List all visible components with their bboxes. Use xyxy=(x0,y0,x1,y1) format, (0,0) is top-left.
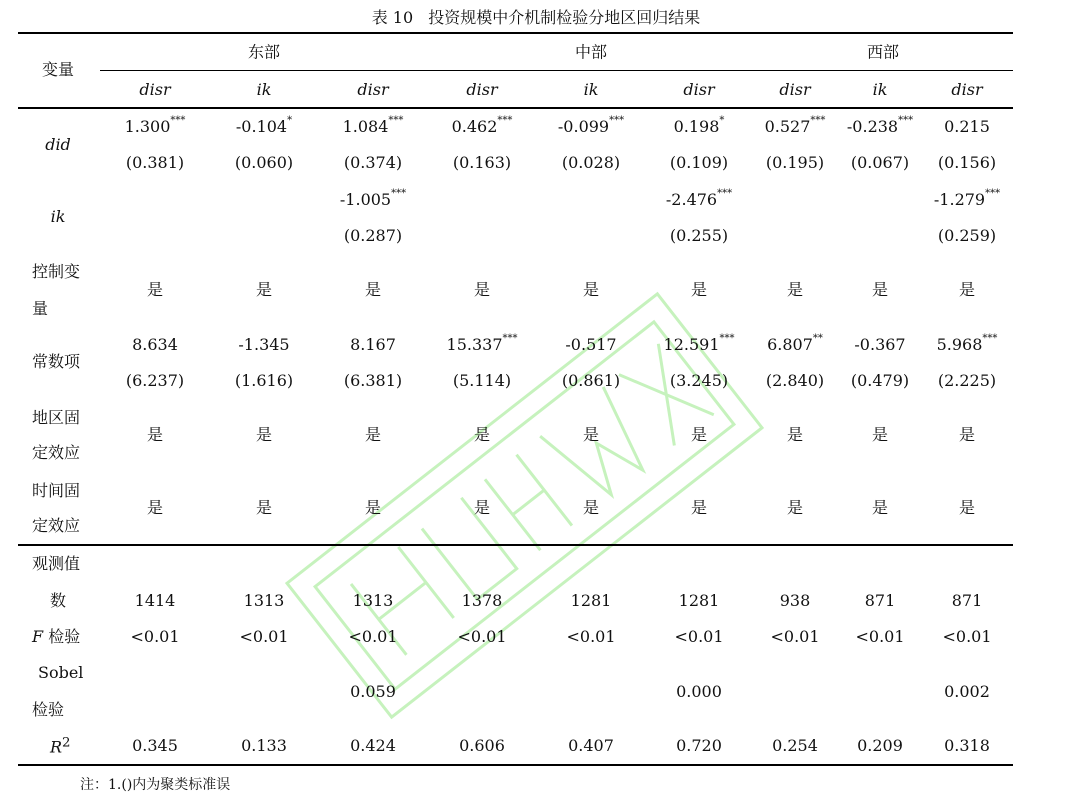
value-time_fe-value: 是 xyxy=(255,498,273,517)
coef-constant xyxy=(854,337,905,353)
coef-constant-stars: *** xyxy=(982,333,998,344)
coef-constant-value: 6.807 xyxy=(767,335,813,354)
value-time_fe xyxy=(872,500,888,516)
column-header xyxy=(466,82,497,98)
table-title: 投资规模中介机制检验分地区回归结果 xyxy=(428,8,701,27)
column-header-value: ik xyxy=(872,80,888,99)
coef-did-value: 0.215 xyxy=(944,117,990,136)
value-time_fe-value: 是 xyxy=(364,498,382,517)
value-region_fe-value: 是 xyxy=(871,425,889,444)
column-header-value: disr xyxy=(951,80,983,99)
se-did-value: (0.163) xyxy=(452,153,512,172)
value-time_fe xyxy=(256,500,272,516)
se-constant-value: (6.381) xyxy=(343,371,403,390)
coef-ik-stars: *** xyxy=(985,188,1001,199)
coef-did-stars: * xyxy=(719,115,725,126)
coef-constant xyxy=(767,333,823,354)
column-header-value: disr xyxy=(139,80,171,99)
value-obs xyxy=(780,593,811,609)
value-obs xyxy=(244,593,285,609)
value-obs-value: 1378 xyxy=(461,591,503,610)
value-time_fe-value: 是 xyxy=(786,498,804,517)
se-ik-value: (0.255) xyxy=(669,226,729,245)
row-label-controls-2: 量 xyxy=(32,299,49,318)
se-constant-value: (1.616) xyxy=(234,371,294,390)
coef-constant xyxy=(565,337,616,353)
value-region_fe xyxy=(147,427,163,443)
se-constant xyxy=(344,373,402,389)
coef-constant-value: 8.634 xyxy=(132,335,178,354)
coef-ik-value: -1.279 xyxy=(933,190,986,209)
value-r2 xyxy=(568,738,614,754)
se-constant xyxy=(562,373,620,389)
value-region_fe-value: 是 xyxy=(786,425,804,444)
column-header xyxy=(873,82,888,98)
value-ftest-value: <0.01 xyxy=(942,627,992,646)
column-header-value: disr xyxy=(779,80,811,99)
se-constant-value: (5.114) xyxy=(452,371,512,390)
value-ftest xyxy=(674,629,723,645)
value-r2 xyxy=(857,738,903,754)
value-region_fe xyxy=(691,427,707,443)
se-did-value: (0.374) xyxy=(343,153,403,172)
coef-did-value: 1.300 xyxy=(124,117,171,136)
value-ftest-value: <0.01 xyxy=(566,627,616,646)
value-r2 xyxy=(772,738,818,754)
value-ftest xyxy=(130,629,179,645)
value-time_fe xyxy=(787,500,803,516)
value-r2-value: 0.209 xyxy=(857,736,903,755)
coef-constant-value: -0.517 xyxy=(565,335,617,354)
coef-did-stars: * xyxy=(287,115,293,126)
value-controls xyxy=(474,282,490,298)
coef-did-value: 0.198 xyxy=(673,117,720,136)
se-constant xyxy=(766,373,824,389)
coef-did xyxy=(124,115,186,136)
coef-ik xyxy=(933,188,1001,209)
coef-constant xyxy=(350,337,396,353)
se-did-value: (0.156) xyxy=(937,153,997,172)
value-controls-value: 是 xyxy=(690,280,708,299)
coef-did xyxy=(846,115,914,136)
coef-did-stars: *** xyxy=(810,115,826,126)
coef-constant xyxy=(663,333,735,354)
ftest-rest: 检验 xyxy=(43,627,81,646)
row-label-obs-1: 观测值 xyxy=(32,554,81,573)
coef-ik-value: -2.476 xyxy=(665,190,718,209)
value-obs xyxy=(952,593,983,609)
value-r2-value: 0.606 xyxy=(459,736,505,755)
coef-did xyxy=(235,115,293,136)
value-ftest-value: <0.01 xyxy=(348,627,398,646)
column-header xyxy=(257,82,272,98)
value-controls-value: 是 xyxy=(582,280,600,299)
value-controls xyxy=(365,282,381,298)
row-label-ik: ik xyxy=(50,207,66,226)
r2-r: R xyxy=(50,737,63,757)
coef-ik-value: -1.005 xyxy=(339,190,392,209)
se-did-value: (0.028) xyxy=(561,153,621,172)
column-header-value: ik xyxy=(583,80,599,99)
value-ftest xyxy=(770,629,819,645)
value-r2 xyxy=(350,738,396,754)
value-sobel xyxy=(944,684,990,700)
value-sobel xyxy=(676,684,722,700)
value-ftest-value: <0.01 xyxy=(457,627,507,646)
coef-ik-stars: *** xyxy=(717,188,733,199)
coef-did-stars: *** xyxy=(170,115,186,126)
coef-constant xyxy=(936,333,998,354)
value-obs xyxy=(462,593,503,609)
coef-did-value: -0.104 xyxy=(235,117,288,136)
value-ftest-value: <0.01 xyxy=(239,627,289,646)
coef-did xyxy=(342,115,404,136)
value-sobel xyxy=(350,684,396,700)
value-obs-value: 938 xyxy=(779,591,811,610)
coef-constant xyxy=(446,333,518,354)
se-constant-value: (3.245) xyxy=(669,371,729,390)
value-obs-value: 871 xyxy=(951,591,983,610)
coef-did-value: -0.099 xyxy=(557,117,610,136)
se-ik-value: (0.287) xyxy=(343,226,403,245)
row-label-constant: 常数项 xyxy=(32,352,81,371)
table-number: 表 10 xyxy=(371,8,414,27)
se-did-value: (0.109) xyxy=(669,153,729,172)
column-header xyxy=(357,82,388,98)
value-obs-value: 1281 xyxy=(678,591,720,610)
row-label-sobel-1: Sobel xyxy=(38,663,84,682)
value-r2-value: 0.720 xyxy=(676,736,722,755)
coef-constant-value: -1.345 xyxy=(238,335,290,354)
value-ftest-value: <0.01 xyxy=(855,627,905,646)
value-controls-value: 是 xyxy=(473,280,491,299)
value-controls xyxy=(256,282,272,298)
coef-constant-stars: *** xyxy=(719,333,735,344)
row-label-ftest xyxy=(32,629,80,645)
coef-did-value: -0.238 xyxy=(846,117,899,136)
value-ftest-value: <0.01 xyxy=(770,627,820,646)
value-time_fe xyxy=(959,500,975,516)
value-region_fe-value: 是 xyxy=(146,425,164,444)
value-region_fe xyxy=(583,427,599,443)
coef-did xyxy=(557,115,625,136)
se-constant xyxy=(851,373,909,389)
value-time_fe-value: 是 xyxy=(690,498,708,517)
se-did xyxy=(235,155,293,171)
value-region_fe xyxy=(959,427,975,443)
value-time_fe xyxy=(365,500,381,516)
row-label-r2 xyxy=(50,736,71,755)
value-region_fe-value: 是 xyxy=(690,425,708,444)
value-region_fe-value: 是 xyxy=(958,425,976,444)
coef-constant-value: 12.591 xyxy=(663,335,720,354)
column-header xyxy=(779,82,810,98)
coef-ik xyxy=(339,188,407,209)
value-obs xyxy=(353,593,394,609)
coef-ik xyxy=(665,188,733,209)
se-did xyxy=(562,155,620,171)
column-header xyxy=(584,82,599,98)
value-time_fe-value: 是 xyxy=(958,498,976,517)
se-did xyxy=(766,155,824,171)
variable-header: 变量 xyxy=(41,60,75,79)
value-controls xyxy=(787,282,803,298)
group-west: 西部 xyxy=(866,42,900,62)
coef-constant xyxy=(238,337,289,353)
value-controls-value: 是 xyxy=(786,280,804,299)
value-r2-value: 0.424 xyxy=(350,736,396,755)
value-obs-value: 871 xyxy=(864,591,896,610)
r2-sup: 2 xyxy=(62,735,71,751)
group-central: 中部 xyxy=(574,42,608,62)
se-did-value: (0.381) xyxy=(125,153,185,172)
column-header xyxy=(951,82,982,98)
value-ftest xyxy=(566,629,615,645)
coef-did xyxy=(451,115,513,136)
coef-constant-stars: *** xyxy=(502,333,518,344)
coef-constant-value: -0.367 xyxy=(854,335,906,354)
coef-did-value: 0.462 xyxy=(451,117,498,136)
se-constant-value: (2.225) xyxy=(937,371,997,390)
se-constant xyxy=(670,373,728,389)
value-ftest-value: <0.01 xyxy=(130,627,180,646)
se-ik xyxy=(938,228,996,244)
coef-did-stars: *** xyxy=(609,115,625,126)
value-r2-value: 0.318 xyxy=(944,736,990,755)
row-label-region-fe-1: 地区固 xyxy=(32,408,81,427)
row-label-time-fe-2: 定效应 xyxy=(32,516,81,535)
value-controls-value: 是 xyxy=(255,280,273,299)
value-controls xyxy=(691,282,707,298)
row-label-controls-1: 控制变 xyxy=(32,262,81,281)
coef-did-stars: *** xyxy=(388,115,404,126)
value-r2 xyxy=(676,738,722,754)
value-region_fe xyxy=(474,427,490,443)
value-time_fe-value: 是 xyxy=(582,498,600,517)
se-did xyxy=(453,155,511,171)
se-constant-value: (0.861) xyxy=(561,371,621,390)
value-time_fe xyxy=(147,500,163,516)
value-region_fe xyxy=(872,427,888,443)
value-time_fe-value: 是 xyxy=(146,498,164,517)
row-label-region-fe-2: 定效应 xyxy=(32,443,81,462)
column-header-value: disr xyxy=(357,80,389,99)
value-time_fe xyxy=(474,500,490,516)
value-r2 xyxy=(944,738,990,754)
coef-did xyxy=(673,115,725,136)
column-header-value: disr xyxy=(683,80,715,99)
row-label-sobel-2: 检验 xyxy=(32,700,65,719)
se-did xyxy=(344,155,402,171)
value-region_fe-value: 是 xyxy=(473,425,491,444)
value-region_fe-value: 是 xyxy=(255,425,273,444)
value-controls xyxy=(147,282,163,298)
se-constant xyxy=(938,373,996,389)
coef-constant xyxy=(132,337,178,353)
coef-did-stars: *** xyxy=(497,115,513,126)
se-ik xyxy=(670,228,728,244)
coef-ik-stars: *** xyxy=(391,188,407,199)
value-obs xyxy=(571,593,612,609)
se-did xyxy=(670,155,728,171)
value-time_fe xyxy=(691,500,707,516)
coef-constant-value: 15.337 xyxy=(446,335,503,354)
se-did xyxy=(851,155,909,171)
coef-did-value: 0.527 xyxy=(764,117,811,136)
coef-constant-value: 5.968 xyxy=(936,335,983,354)
value-time_fe-value: 是 xyxy=(871,498,889,517)
value-obs-value: 1281 xyxy=(570,591,612,610)
value-sobel-value: 0.059 xyxy=(350,682,396,701)
se-ik-value: (0.259) xyxy=(937,226,997,245)
value-ftest xyxy=(855,629,904,645)
se-constant xyxy=(126,373,184,389)
value-r2-value: 0.254 xyxy=(772,736,818,755)
se-did xyxy=(938,155,996,171)
value-controls-value: 是 xyxy=(871,280,889,299)
se-constant xyxy=(235,373,293,389)
value-sobel-value: 0.000 xyxy=(676,682,722,701)
value-sobel-value: 0.002 xyxy=(944,682,990,701)
value-obs xyxy=(865,593,896,609)
value-ftest xyxy=(942,629,991,645)
column-header-value: ik xyxy=(256,80,272,99)
coef-did-value: 1.084 xyxy=(342,117,389,136)
value-ftest xyxy=(457,629,506,645)
value-controls xyxy=(959,282,975,298)
value-ftest-value: <0.01 xyxy=(674,627,724,646)
coef-constant-stars: ** xyxy=(812,333,823,344)
coef-did xyxy=(944,119,990,135)
value-region_fe xyxy=(787,427,803,443)
se-did-value: (0.060) xyxy=(234,153,294,172)
value-r2-value: 0.407 xyxy=(568,736,614,755)
value-r2-value: 0.345 xyxy=(132,736,178,755)
se-constant-value: (0.479) xyxy=(850,371,910,390)
column-header xyxy=(139,82,170,98)
column-header xyxy=(683,82,714,98)
coef-did-stars: *** xyxy=(898,115,914,126)
se-ik xyxy=(344,228,402,244)
column-header-value: disr xyxy=(466,80,498,99)
se-constant-value: (2.840) xyxy=(765,371,825,390)
value-controls-value: 是 xyxy=(958,280,976,299)
value-obs-value: 1313 xyxy=(243,591,285,610)
row-label-obs-2: 数 xyxy=(50,591,67,610)
value-region_fe xyxy=(365,427,381,443)
coef-constant-value: 8.167 xyxy=(350,335,396,354)
value-region_fe-value: 是 xyxy=(582,425,600,444)
row-label-did: did xyxy=(45,135,71,154)
value-ftest xyxy=(348,629,397,645)
group-east: 东部 xyxy=(247,42,281,62)
value-time_fe-value: 是 xyxy=(473,498,491,517)
se-constant xyxy=(453,373,511,389)
value-controls-value: 是 xyxy=(146,280,164,299)
value-obs xyxy=(135,593,176,609)
value-controls xyxy=(583,282,599,298)
value-region_fe-value: 是 xyxy=(364,425,382,444)
se-constant-value: (6.237) xyxy=(125,371,185,390)
value-r2-value: 0.133 xyxy=(241,736,287,755)
value-obs-value: 1313 xyxy=(352,591,394,610)
value-obs-value: 1414 xyxy=(134,591,176,610)
value-ftest xyxy=(239,629,288,645)
coef-did xyxy=(764,115,826,136)
value-controls-value: 是 xyxy=(364,280,382,299)
value-region_fe xyxy=(256,427,272,443)
value-r2 xyxy=(459,738,505,754)
value-r2 xyxy=(241,738,287,754)
table-note: 注：1.()内为聚类标准误 xyxy=(80,777,231,793)
row-label-time-fe-1: 时间固 xyxy=(32,481,81,500)
se-did xyxy=(126,155,184,171)
ftest-f: F xyxy=(32,627,44,646)
se-did-value: (0.067) xyxy=(850,153,910,172)
value-time_fe xyxy=(583,500,599,516)
value-controls xyxy=(872,282,888,298)
se-did-value: (0.195) xyxy=(765,153,825,172)
value-obs xyxy=(679,593,720,609)
value-r2 xyxy=(132,738,178,754)
